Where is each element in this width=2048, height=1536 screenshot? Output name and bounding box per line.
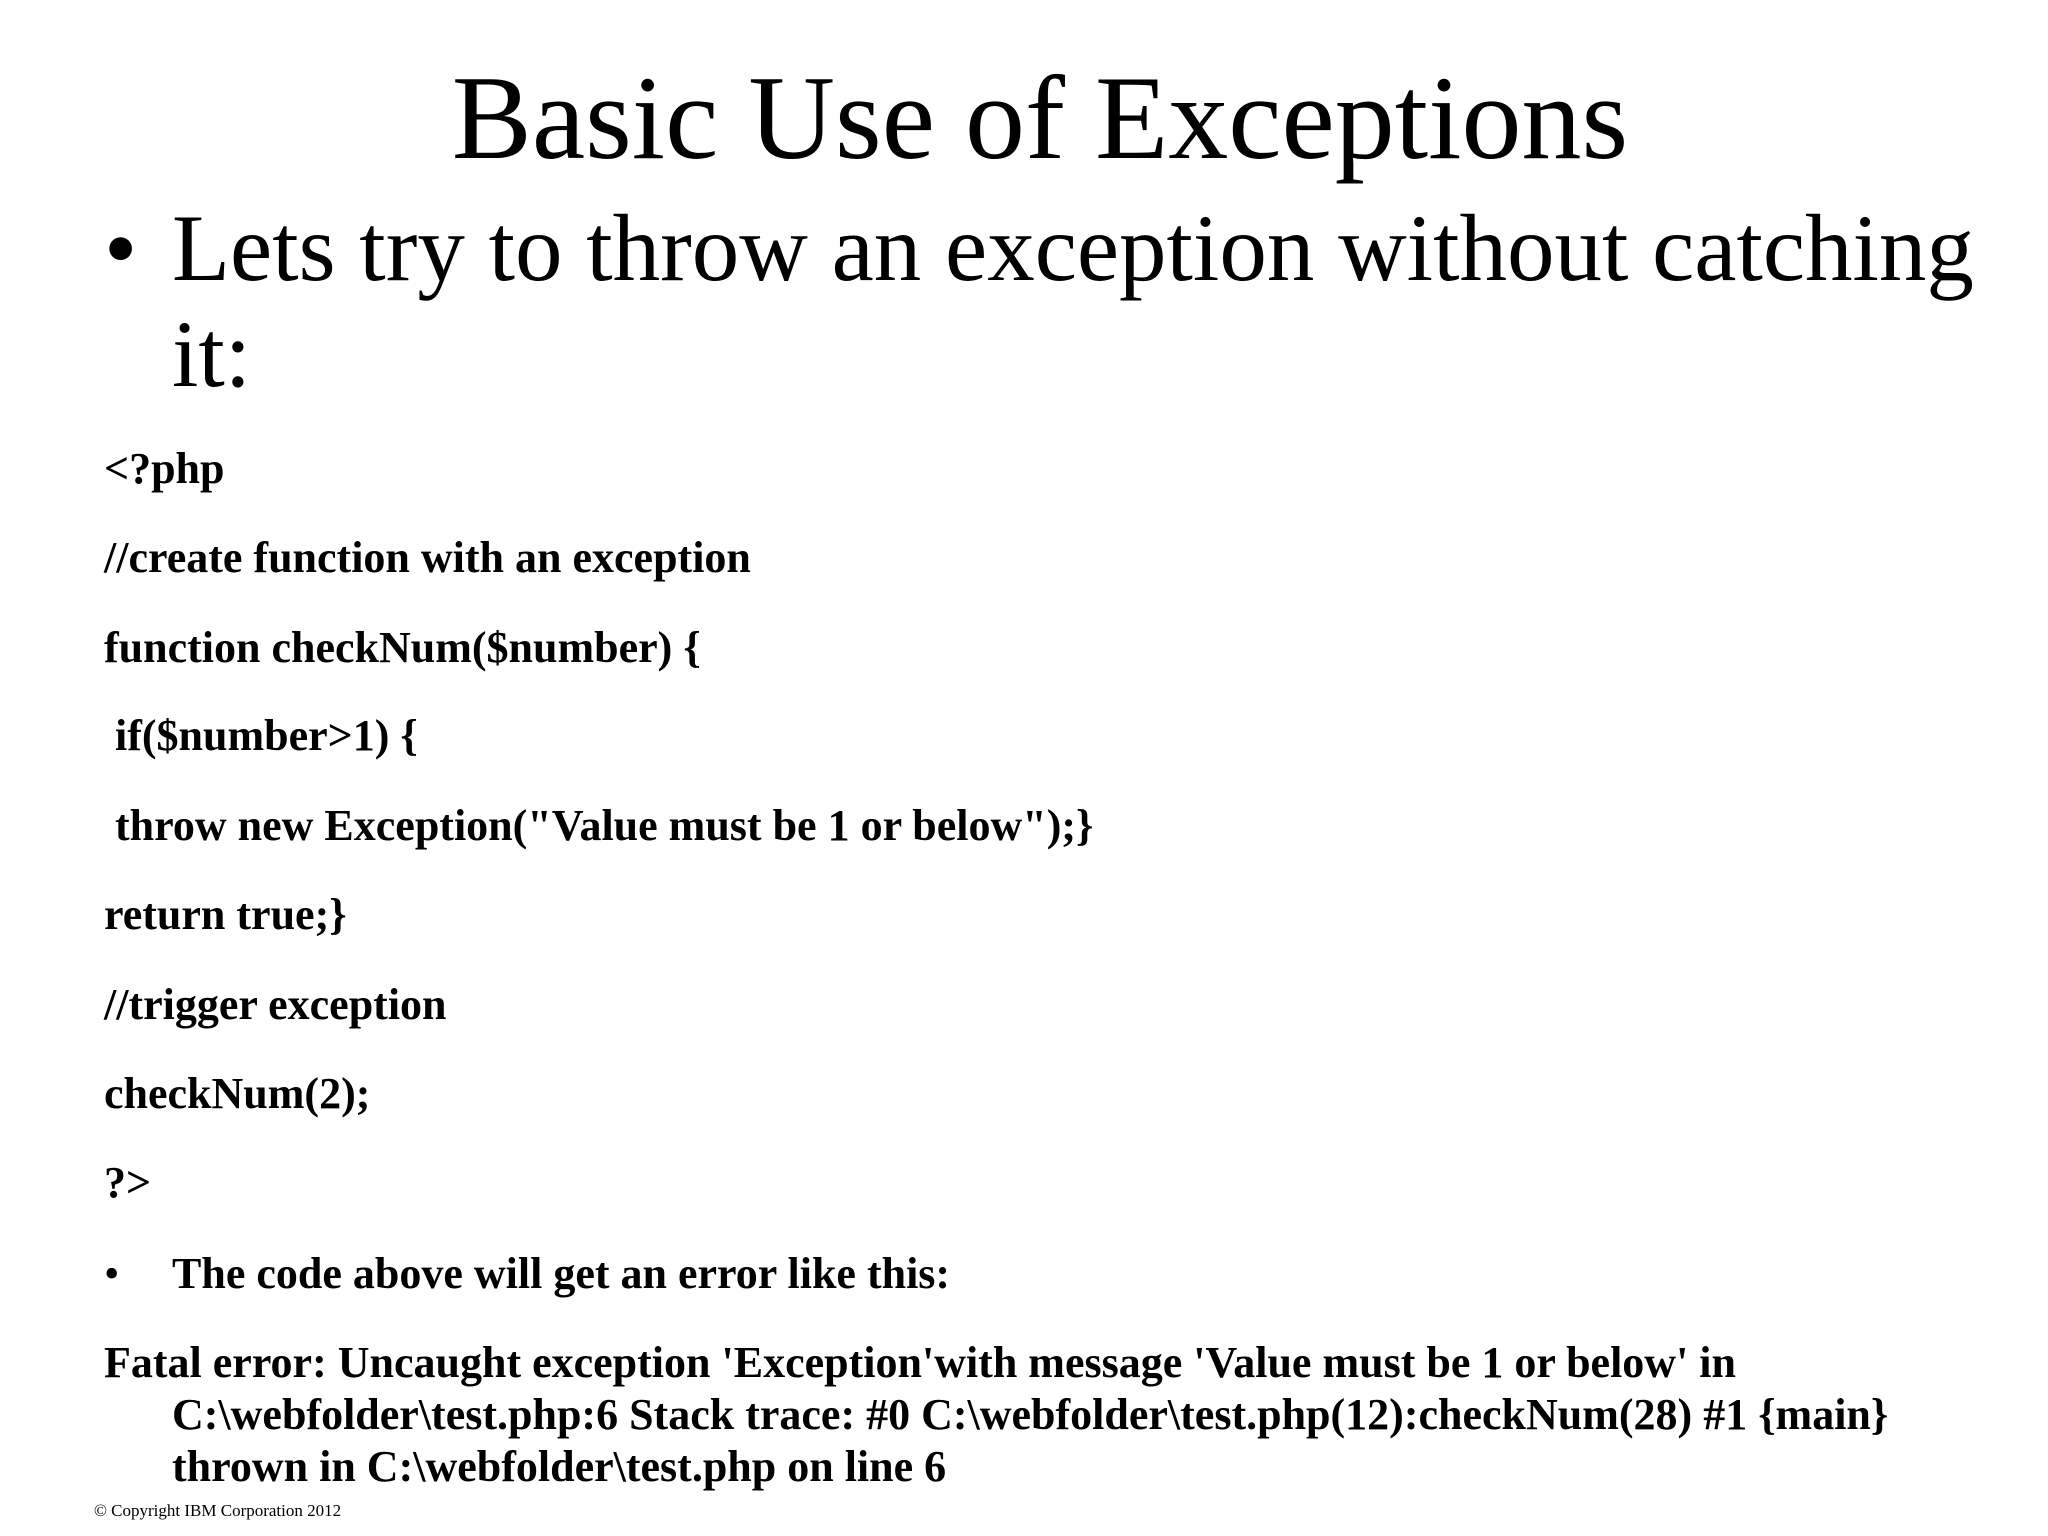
code-line: throw new Exception("Value must be 1 or below");} [104, 801, 1094, 850]
code-line: return true;} [104, 890, 347, 939]
code-line: function checkNum($number) { [104, 623, 701, 672]
sub-bullet-text: The code above will get an error like this: [172, 1249, 951, 1298]
fatal-error-message: Fatal error: Uncaught exception 'Exception'with message 'Value must be 1 or below' in C:\webfolder\test.php:6 Stack trace: #0 C:\webfolder\test.php(12):checkNum(28) #1 {main} thrown in C:\webfolder\test.php on line 6 [104, 1338, 1889, 1491]
bullet-marker: • [104, 1249, 120, 1298]
copyright-footer: © Copyright IBM Corporation 2012 [94, 1501, 342, 1520]
bullet-marker: • [104, 195, 138, 301]
code-line: //trigger exception [104, 980, 447, 1029]
code-line: <?php [104, 444, 225, 493]
code-line: ?> [104, 1158, 152, 1207]
main-bullet-text: Lets try to throw an exception without catching it: [172, 195, 1974, 407]
code-line: checkNum(2); [104, 1069, 371, 1118]
slide-title: Basic Use of Exceptions [451, 51, 1629, 184]
code-line: if($number>1) { [104, 711, 418, 760]
code-line: //create function with an exception [104, 533, 751, 582]
